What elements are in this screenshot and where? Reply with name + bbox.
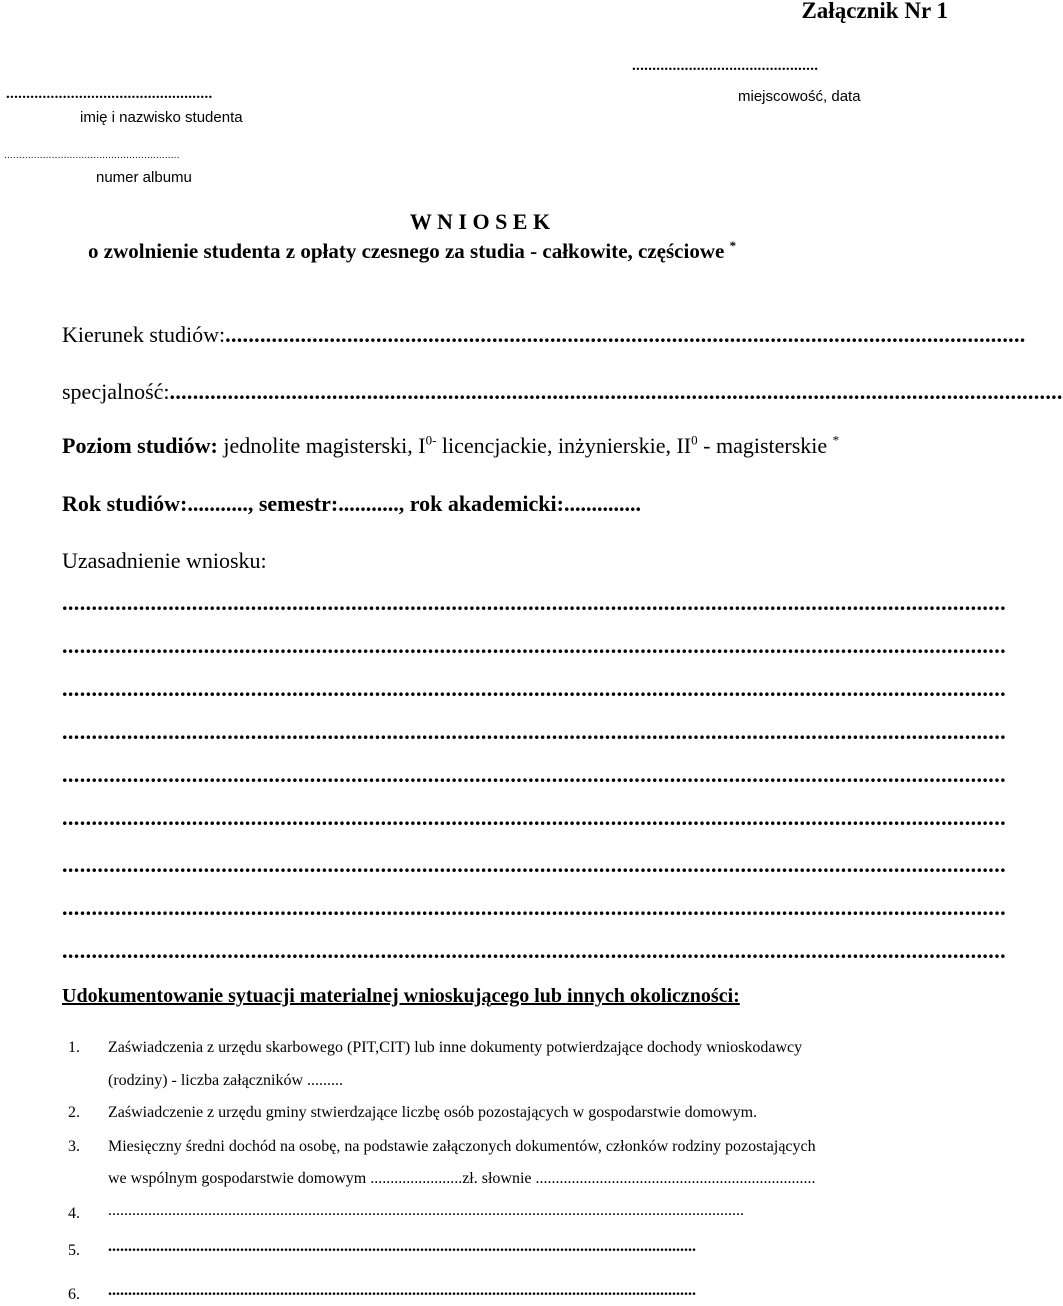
poziom-star: * bbox=[832, 432, 840, 448]
rok-ak-label: , rok akademicki: bbox=[398, 491, 564, 516]
justification-line[interactable]: ................................................................................................................................................................ bbox=[62, 676, 1006, 701]
subtitle-star: * bbox=[729, 238, 737, 253]
item-number: 1. bbox=[68, 1039, 80, 1056]
item-text: Miesięczny średni dochód na osobę, na podstawie załączonych dokumentów, członków rodziny pozostających bbox=[108, 1138, 816, 1155]
justification-line[interactable]: ................................................................................................................................................................ bbox=[62, 852, 1006, 877]
poziom-text-a: jednolite magisterski, I bbox=[223, 433, 426, 458]
semestr-label: , semestr: bbox=[247, 491, 339, 516]
form-title: W N I O S E K bbox=[409, 209, 551, 234]
item-number: 4. bbox=[68, 1205, 80, 1222]
item-dots[interactable]: ............................................................................................................................................................... bbox=[108, 1202, 744, 1219]
justification-line[interactable]: ................................................................................................................................................................ bbox=[62, 895, 1006, 920]
poziom-sup-b: 0 bbox=[691, 432, 698, 448]
item-text[interactable]: we wspólnym gospodarstwie domowym .......................zł. słownie ...................................................................... bbox=[108, 1170, 816, 1187]
item-text: Zaświadczenia z urzędu skarbowego (PIT,CIT) lub inne dokumenty potwierdzające dochody wnioskodawcy bbox=[108, 1039, 803, 1056]
item-number: 3. bbox=[68, 1138, 80, 1155]
item-text[interactable]: (rodziny) - liczba załączników ......... bbox=[108, 1072, 344, 1089]
rok-label: Rok studiów: bbox=[62, 491, 188, 516]
item-text: Zaświadczenie z urzędu gminy stwierdzające liczbę osób pozostających w gospodarstwie domowym. bbox=[108, 1104, 758, 1121]
item-number: 6. bbox=[68, 1286, 80, 1303]
kierunek-label: Kierunek studiów: bbox=[62, 322, 226, 347]
uzasadnienie-label: Uzasadnienie wniosku: bbox=[62, 548, 267, 573]
album-label: numer albumu bbox=[96, 169, 192, 186]
name-dots[interactable]: ................................................... bbox=[6, 86, 213, 102]
annex-label: Załącznik Nr 1 bbox=[801, 0, 948, 23]
item-dots[interactable]: ................................................................................................................................................... bbox=[108, 1238, 696, 1255]
rok-dots[interactable]: ........... bbox=[187, 491, 248, 516]
subtitle-text: o zwolnienie studenta z opłaty czesnego za studia - całkowite, częściowe bbox=[88, 239, 725, 263]
place-date-dots[interactable]: .............................................. bbox=[632, 58, 819, 74]
rok-ak-dots[interactable]: .............. bbox=[563, 491, 641, 516]
poziom-label: Poziom studiów: bbox=[62, 433, 218, 458]
item-number: 5. bbox=[68, 1242, 80, 1259]
kierunek-dots[interactable]: .......................................................................................................................................... bbox=[225, 322, 1026, 347]
item-dots[interactable]: ................................................................................................................................................... bbox=[108, 1282, 696, 1299]
poziom-text-c: - magisterskie bbox=[703, 433, 828, 458]
documentation-heading: Udokumentowanie sytuacji materialnej wnioskującego lub innych okoliczności: bbox=[62, 985, 740, 1007]
poziom-row bbox=[62, 433, 839, 459]
item-number: 2. bbox=[68, 1104, 80, 1121]
album-dots[interactable]: ........................................................... bbox=[4, 150, 180, 161]
justification-line[interactable]: ................................................................................................................................................................ bbox=[62, 938, 1006, 963]
kierunek-row bbox=[62, 322, 1026, 348]
specjalnosc-row bbox=[62, 379, 1063, 405]
poziom-sup-a: 0- bbox=[425, 432, 437, 448]
poziom-text-b: licencjackie, inżynierskie, II bbox=[441, 433, 692, 458]
justification-line[interactable]: ................................................................................................................................................................ bbox=[62, 762, 1006, 787]
justification-line[interactable]: ................................................................................................................................................................ bbox=[62, 590, 1006, 615]
form-subtitle bbox=[88, 239, 736, 264]
name-label: imię i nazwisko studenta bbox=[80, 109, 243, 126]
justification-line[interactable]: ................................................................................................................................................................ bbox=[62, 805, 1006, 830]
rok-row bbox=[62, 491, 641, 517]
justification-line[interactable]: ................................................................................................................................................................ bbox=[62, 719, 1006, 744]
justification-line[interactable]: ................................................................................................................................................................ bbox=[62, 633, 1006, 658]
specjalnosc-label: specjalność: bbox=[62, 379, 170, 404]
semestr-dots[interactable]: ........... bbox=[338, 491, 399, 516]
place-date-label: miejscowość, data bbox=[738, 88, 861, 105]
specjalnosc-dots[interactable]: .......................................................................................................................................................... bbox=[169, 379, 1063, 404]
